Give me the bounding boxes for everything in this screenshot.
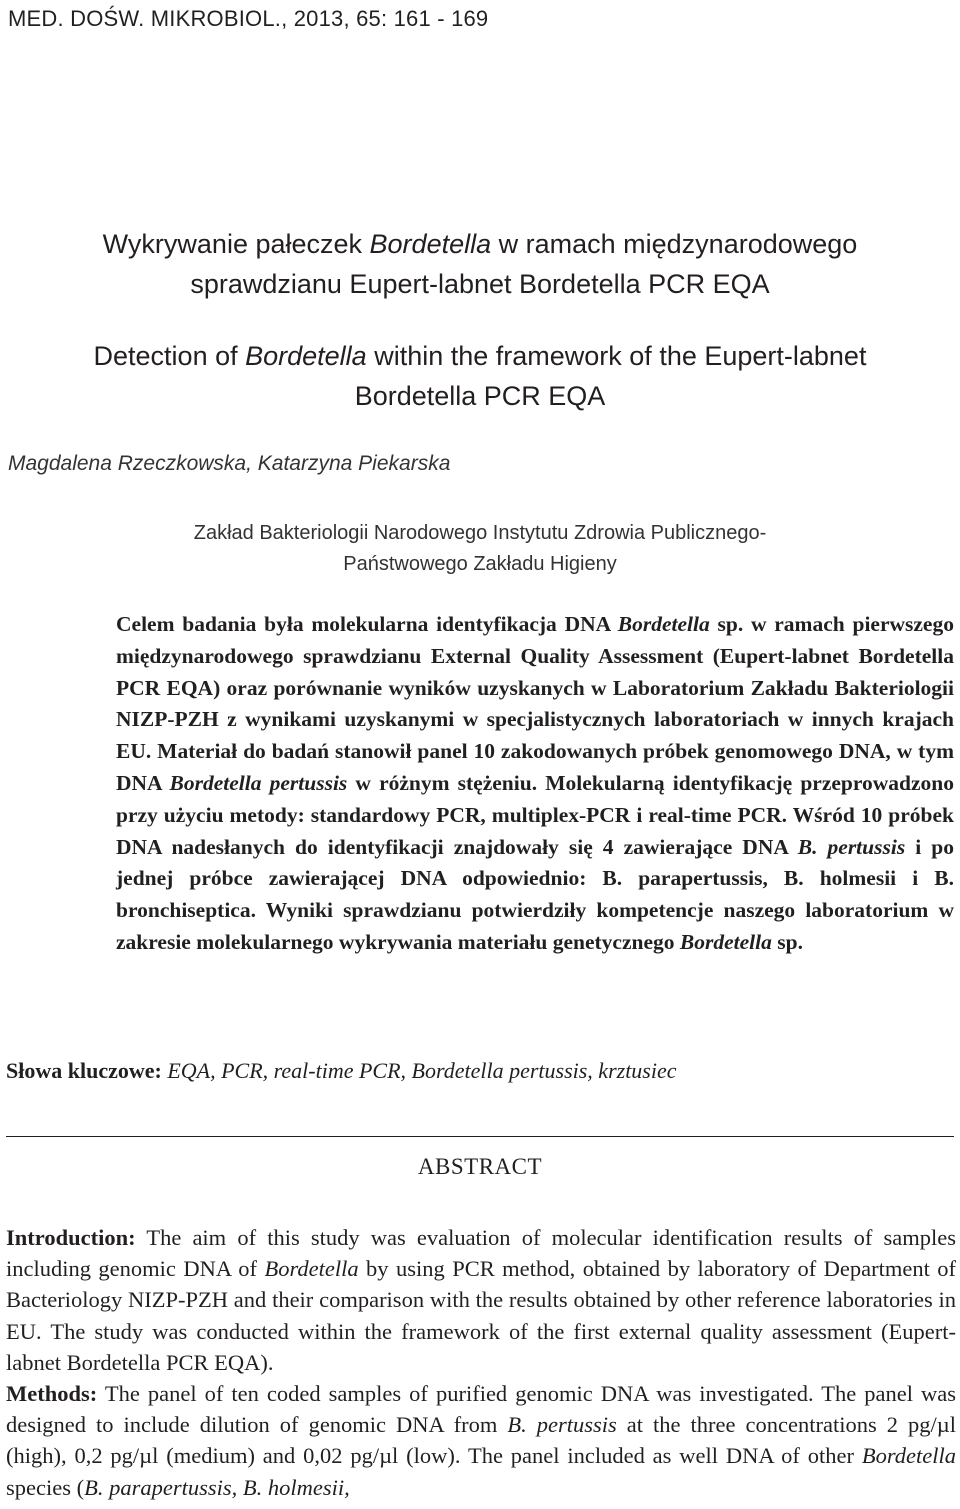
abstract-introduction: [6, 1222, 956, 1378]
title-pl-part1: Wykrywanie pałeczek: [102, 229, 370, 259]
title-en-line2: Bordetella PCR EQA: [354, 381, 606, 411]
affiliation-line2: Państwowego Zakładu Higieny: [343, 553, 617, 575]
intro-label: Introduction:: [6, 1225, 136, 1250]
summary-s4: i po jednej próbce zawierającej DNA odpowiednio: B. parapertussis, B. holmesii i B. bronchiseptica. Wyniki sprawdzianu potwierdziły kompetencje naszego laboratorium w zakresie molekularnego wykrywania materiału genetycznego: [116, 834, 954, 954]
summary-s5: sp.: [771, 929, 803, 954]
summary-polish: [116, 609, 954, 959]
intro-genus: Bordetella: [264, 1256, 359, 1282]
title-pl-line2: sprawdzianu Eupert-labnet Bordetella PCR EQA: [190, 269, 770, 299]
methods-text-a: The panel of ten coded samples of purified genomic DNA was investigated. The panel was designed to include dilution of genomic DNA from: [6, 1381, 956, 1438]
methods-species: B. pertussis: [507, 1412, 617, 1438]
intro-text-a: The aim of this study was evaluation of molecular identification results of samples including genomic DNA of: [6, 1225, 956, 1282]
title-en-genus: Bordetella: [245, 341, 367, 371]
title-en-part2: within the framework of the Eupert-labnet: [366, 341, 867, 371]
methods-genus: Bordetella: [861, 1443, 956, 1469]
methods-text-c: species (: [6, 1474, 85, 1500]
journal-reference: MED. DOŚW. MIKROBIOL., 2013, 65: 161 - 169: [8, 6, 489, 31]
authors: Magdalena Rzeczkowska, Katarzyna Piekarska: [8, 452, 451, 475]
methods-species2: B. parapertussis, B. holmesii,: [84, 1474, 350, 1500]
title-en-part1: Detection of: [93, 341, 246, 371]
affiliation: [0, 518, 960, 580]
abstract-methods: [6, 1378, 956, 1503]
summary-s2: sp. w ramach pierwszego międzynarodowego sprawdzianu External Quality Assessment (Eupert-labnet Bordetella PCR EQA) oraz porównanie wyników uzyskanych w Laboratorium Zakładu Bakteriologii NIZP-PZH z wynikami uzyskanymi w specjalistycznych laboratoriach w innych krajach EU. Materiał do badań stanowił panel 10 zakodowanych próbek genomowego DNA, w tym DNA: [116, 612, 954, 795]
affiliation-line1: Zakład Bakteriologii Narodowego Instytutu Zdrowia Publicznego-: [193, 522, 767, 544]
summary-s3-genus: B.: [797, 834, 818, 859]
summary-s4-genus: Bordetella: [679, 929, 772, 954]
summary-s2-species: Bordetella pertussis: [169, 770, 348, 795]
summary-s3: w różnym stężeniu. Molekularną identyfikację przeprowadzono przy użyciu metody: standardowy PCR, multiplex-PCR i real-time PCR. Wśród 10 próbek DNA nadesłanych do identyfikacji znajdowały się 4 zawierające DNA: [116, 770, 954, 859]
keywords-values: EQA, PCR, real-time PCR, Bordetella pertussis, krztusiec: [161, 1058, 677, 1083]
summary-s3-species: pertussis: [817, 834, 906, 859]
title-english: [0, 336, 960, 416]
intro-text-b: by using PCR method, obtained by laboratory of Department of Bacteriology NIZP-PZH and their comparison with the results obtained by other reference laboratories in EU. The study was conducted within the framework of the first external quality assessment (Eupert-labnet Bordetella PCR EQA).: [6, 1256, 957, 1375]
section-divider: [6, 1136, 954, 1137]
keywords-label: Słowa kluczowe:: [6, 1058, 162, 1083]
title-pl-genus: Bordetella: [369, 229, 492, 259]
title-pl-part2: w ramach międzynarodowego: [491, 229, 858, 259]
keywords: [6, 1055, 954, 1087]
summary-s1: Celem badania była molekularna identyfikacja DNA: [116, 612, 618, 636]
abstract-body: [6, 1222, 956, 1503]
title-polish: [0, 224, 960, 304]
methods-text-b: at the three concentrations 2 pg/µl (high), 0,2 pg/µl (medium) and 0,02 pg/µl (low). The panel included as well DNA of other: [6, 1412, 957, 1469]
abstract-heading: ABSTRACT: [417, 1154, 543, 1179]
summary-s1-genus: Bordetella: [617, 612, 710, 636]
methods-label: Methods:: [6, 1381, 98, 1407]
